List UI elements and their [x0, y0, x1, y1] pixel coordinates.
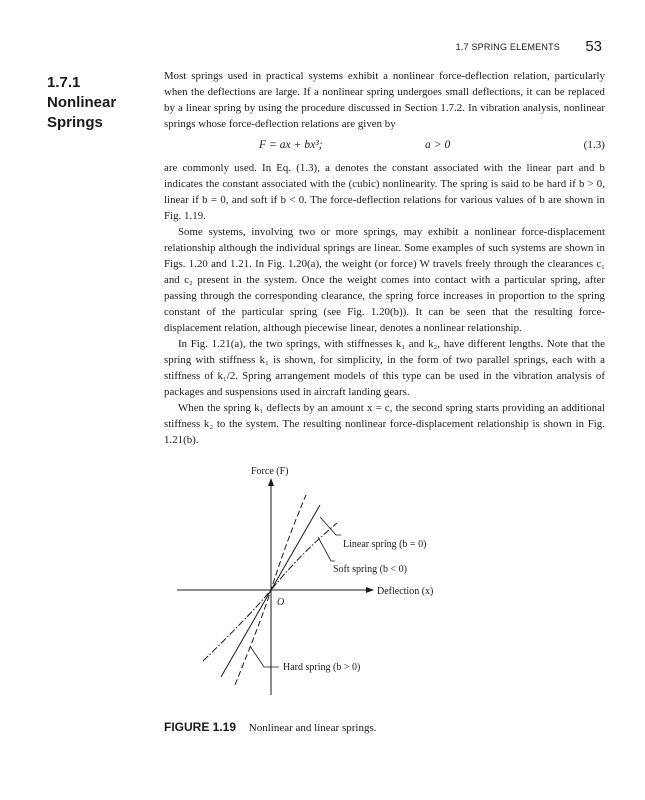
hard-label-leader	[250, 646, 279, 667]
soft-label-leader	[318, 537, 335, 561]
equation-1-3	[164, 133, 605, 159]
hard-spring-label: Hard spring (b > 0)	[283, 662, 361, 673]
linear-label-leader	[320, 517, 341, 535]
equation-condition: a > 0	[425, 139, 451, 151]
caption-text: Nonlinear and linear springs.	[248, 722, 377, 734]
section-title-line2: Springs	[47, 114, 103, 131]
section-number: 1.7.1	[47, 74, 81, 91]
figure-caption	[164, 720, 376, 734]
section-title-line1: Nonlinear	[47, 94, 117, 111]
figure-1-19	[165, 455, 606, 710]
page-number: 53	[585, 38, 602, 55]
paragraph-2: are commonly used. In Eq. (1.3), a denotes the constant associated with the linear part and b indicates the constant associated with the (cubic) nonlinearity. The spring is said to be hard if b > 0, linear if b = 0, and soft if b < 0. The force-deflection relations for various values of b are shown in Fig. 1.19.	[164, 162, 605, 222]
linear-spring-label: Linear spring (b = 0)	[343, 539, 427, 550]
paragraph-4: In Fig. 1.21(a), the two springs, with stiffnesses k₁ and k₂, have different lengths. Note that the spring with stiffness k₁ is shown, for simplicity, in the form of two parallel springs, each with a stiffness of k₁/2. Spring arrangement models of this type can be used in the vibration analysis of packages and suspensions used in aircraft landing gears.	[164, 338, 605, 398]
caption-label: FIGURE 1.19	[164, 720, 237, 734]
force-deflection-diagram	[165, 455, 606, 710]
y-axis-label: Force (F)	[251, 466, 289, 477]
soft-spring-label: Soft spring (b < 0)	[333, 564, 407, 575]
body-text	[164, 68, 605, 448]
equation-number: (1.3)	[583, 139, 605, 151]
paragraph-1: Most springs used in practical systems exhibit a nonlinear force-deflection relation, particularly when the deflections are large. If a nonlinear spring undergoes small deflections, it can be replaced by a linear spring by using the procedure discussed in Section 1.7.2. In vibration analysis, nonlinear springs whose force-deflection relations are given by	[164, 70, 605, 130]
section-heading	[47, 73, 152, 133]
page-header	[0, 38, 645, 57]
equation-body: F = ax + bx³;	[259, 139, 323, 151]
paragraph-3: Some systems, involving two or more springs, may exhibit a nonlinear force-displacement relationship although the individual springs are linear. Some examples of such systems are shown in Figs. 1.20 and 1.21. In Fig. 1.20(a), the weight (or force) W travels freely through the clearances c₁ and c₂ present in the system. Once the weight comes into contact with a particular spring, after passing through the corresponding clearance, the spring force increases in proportion to the spring constant of the particular spring (see Fig. 1.20(b)). It can be seen that the resulting force-displacement relation, although piecewise linear, denotes a nonlinear relationship.	[164, 226, 605, 334]
origin-label: O	[277, 597, 285, 608]
running-head: 1.7 SPRING ELEMENTS	[455, 42, 560, 52]
paragraph-5: When the spring k₁ deflects by an amount x = c, the second spring starts providing an additional stiffness k₂ to the system. The resulting nonlinear force-displacement relationship is shown in Fig. 1.21(b).	[164, 402, 605, 446]
x-axis-label: Deflection (x)	[377, 586, 434, 597]
